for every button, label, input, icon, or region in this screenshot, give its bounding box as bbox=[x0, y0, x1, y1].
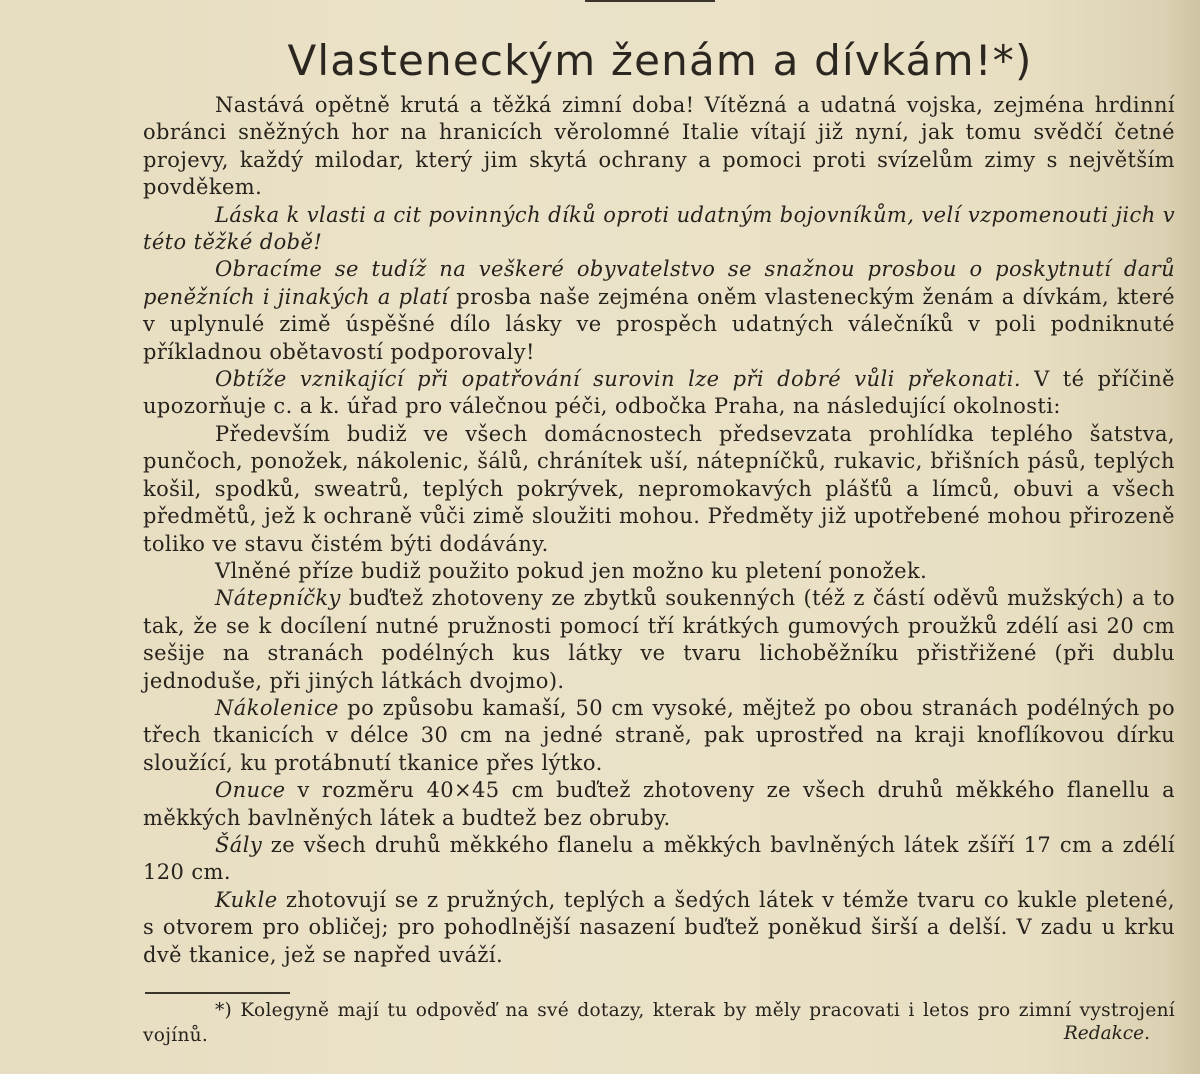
paragraph-4-italic: Obtíže vznikající při opatřování surovin lze při dobré vůli překonati. bbox=[215, 367, 1021, 392]
footnote-divider bbox=[145, 992, 290, 994]
paragraph-7-italic: Nátepníčky bbox=[215, 586, 341, 611]
paragraph-3-text: prosba naše zejména oněm vlasteneckým ženám a dívkám, které v uplynulé zimě úspěšné dílo lásky ve prospěch udatných válečníků v poli podniknuté příkladnou obětavostí podporovaly! bbox=[143, 284, 1175, 364]
paragraph-9-text: v rozměru 40×45 cm buďtež zhotoveny ze všech druhů měkkého flanellu a měkkých bavlněných látek a budtež bez obruby. bbox=[143, 778, 1175, 830]
paragraph-11-text: zhotovují se z pružných, teplých a šedých látek v témže tvaru co kukle pletené, s otvorem pro obličej; pro pohodlnější nasazení buďtež poněkud širší a delší. V zadu u krku dvě tkanice, jež se napřed uváží. bbox=[143, 887, 1175, 967]
paragraph-9 bbox=[143, 777, 1175, 832]
paragraph-4-text: V té příčině upozorňuje c. a k. úřad pro válečnou péči, odbočka Praha, na následující okolnosti: bbox=[143, 367, 1176, 419]
paragraph-11 bbox=[143, 887, 1175, 969]
paragraph-8 bbox=[143, 695, 1175, 777]
paragraph-10-italic: Šály bbox=[215, 832, 263, 857]
paragraph-6: Vlněné příze budiž použito pokud jen možno ku pletení ponožek. bbox=[215, 558, 928, 583]
paragraph-10-text: ze všech druhů měkkého flanelu a měkkých bavlněných látek zšíří 17 cm a zdélí 120 cm. bbox=[143, 832, 1175, 885]
paragraph-5: Především budiž ve všech domácnostech předsevzata prohlídka teplého šatstva, punčoch, ponožek, nákolenic, šálů, chránítek uší, nátepníčků, rukavic, břišních pásů, teplých košil, spodků, sweatrů, teplých pokrývek, nepromokavých plášťů a límců, obuvi a všech předmětů, jež k ochraně vůči zimě sloužiti mohou. Předměty již upotřebené mohou přirozeně toliko ve stavu čistém býti dodávány. bbox=[143, 421, 1175, 556]
paragraph-1: Nastává opětně krutá a těžká zimní doba! Vítězná a udatná vojska, zejména hrdinní obránci sněžných hor na hranicích věrolomné Italie vítají již nyní, jak tomu svědčí četné projevy, každý milodar, který jim skytá ochrany a pomoci proti svízelům zimy s největším povděkem. bbox=[143, 93, 1175, 200]
top-rule bbox=[585, 0, 715, 2]
paragraph-11-italic: Kukle bbox=[215, 887, 278, 912]
paragraph-7-text: buďtež zhotoveny ze zbytků soukenných (též z částí oděvů mužských) a to tak, že se k docílení nutné pružnosti pomocí tří krátkých gumových proužků zdélí asi 20 cm sešije na stranách podélných kus látky ve tvaru lichoběžníku přistřižené (při dublu jednoduše, při jiných látkách dvojmo). bbox=[143, 586, 1175, 693]
paragraph-3-italic: Obracíme se tudíž na veškeré obyvatelstvo se snažnou prosbou o poskytnutí darů peněžních i jinakých a platí bbox=[143, 257, 1175, 309]
paragraph-2 bbox=[143, 202, 1175, 257]
paragraph-3 bbox=[143, 256, 1175, 366]
paragraph-10 bbox=[143, 832, 1175, 887]
paragraph-8-text: po způsobu kamaší, 50 cm vysoké, mějtež po obou stranách podélných po třech tkanicích v délce 30 cm na jedné straně, pak uprostřed na kraji knoflíkovou dírku sloužící, ku protábnutí tkanice přes lýtko. bbox=[143, 695, 1175, 775]
editor-signature: Redakce. bbox=[1063, 1023, 1150, 1044]
paragraph-2-italic: Láska k vlasti a cit povinných díků oproti udatným bojovníkům, velí vzpomenouti jich v této těžké době! bbox=[143, 202, 1175, 255]
paragraph-8-italic: Nákolenice bbox=[215, 695, 339, 720]
paragraph-4 bbox=[143, 366, 1175, 421]
page-title: Vlasteneckým ženám a dívkám!*) bbox=[287, 36, 1033, 85]
paragraph-7 bbox=[143, 585, 1175, 695]
paragraph-9-italic: Onuce bbox=[215, 778, 286, 803]
footnote: *) Kolegyně mají tu odpověď na své dotazy, kterak by měly pracovati i letos pro zimní vystrojení vojínů. bbox=[143, 1000, 1175, 1046]
article-body bbox=[143, 92, 1175, 969]
